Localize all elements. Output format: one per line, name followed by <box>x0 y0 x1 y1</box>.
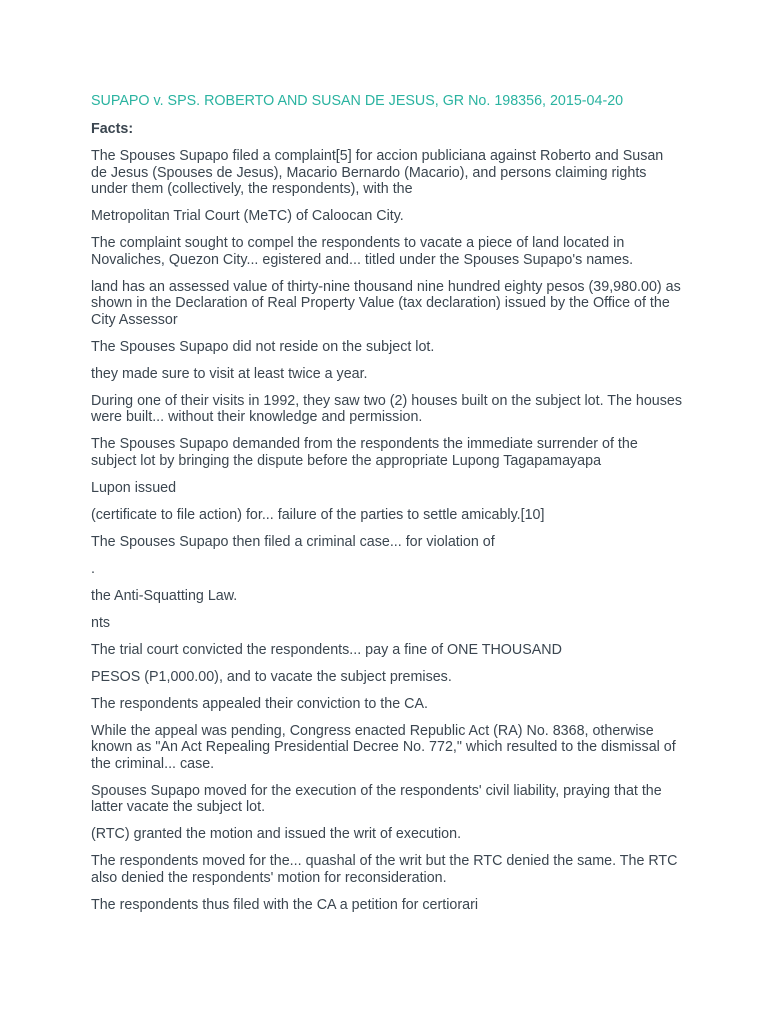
paragraph: The complaint sought to compel the respondents to vacate a piece of land located in Novaliches, Quezon City... egistered and... titled under the Spouses Supapo's names. <box>91 235 634 268</box>
document-page <box>91 93 683 924</box>
document-title: SUPAPO v. SPS. ROBERTO AND SUSAN DE JESUS, GR No. 198356, 2015-04-20 <box>91 93 624 109</box>
paragraph: (RTC) granted the motion and issued the writ of execution. <box>91 826 462 842</box>
paragraph: . <box>91 560 95 577</box>
paragraph: While the appeal was pending, Congress enacted Republic Act (RA) No. 8368, otherwise known as "An Act Repealing Presidential Decree No. 772," which resulted to the dismissal of the criminal... case. <box>91 722 676 772</box>
paragraph: (certificate to file action) for... failure of the parties to settle amicably.[10] <box>91 506 545 523</box>
paragraph: Lupon issued <box>91 479 177 496</box>
paragraph: Metropolitan Trial Court (MeTC) of Caloocan City. <box>91 208 404 224</box>
facts-heading: Facts: <box>91 121 134 137</box>
paragraph: nts <box>91 614 111 631</box>
paragraph: The Spouses Supapo did not reside on the subject lot. <box>91 338 435 355</box>
paragraph: The Spouses Supapo then filed a criminal case... for violation of <box>91 533 495 550</box>
paragraph: PESOS (P1,000.00), and to vacate the subject premises. <box>91 668 452 685</box>
paragraph: Spouses Supapo moved for the execution of the respondents' civil liability, praying that the latter vacate the subject lot. <box>91 782 662 815</box>
paragraph: During one of their visits in 1992, they saw two (2) houses built on the subject lot. The houses were built... without their knowledge and permission. <box>91 392 683 425</box>
paragraph: the Anti-Squatting Law. <box>91 587 238 604</box>
paragraph: they made sure to visit at least twice a year. <box>91 365 368 382</box>
paragraph: The trial court convicted the respondents... pay a fine of ONE THOUSAND <box>91 641 562 658</box>
paragraph: The Spouses Supapo demanded from the respondents the immediate surrender of the subject lot by bringing the dispute before the appropriate Lupong Tagapamayapa <box>91 436 638 469</box>
paragraph: The respondents thus filed with the CA a petition for certiorari <box>91 896 479 913</box>
paragraph: The respondents appealed their conviction to the CA. <box>91 695 428 712</box>
paragraph: The respondents moved for the... quashal of the writ but the RTC denied the same. The RTC also denied the respondents' motion for reconsideration. <box>91 853 678 886</box>
paragraph: land has an assessed value of thirty-nine thousand nine hundred eighty pesos (39,980.00) as shown in the Declaration of Real Property Value (tax declaration) issued by the Office of the City Assessor <box>91 278 681 328</box>
paragraph: The Spouses Supapo filed a complaint[5] for accion publiciana against Roberto and Susan de Jesus (Spouses de Jesus), Macario Bernardo (Macario), and persons claiming rights under them (collectively, the respondents), with the <box>91 148 664 197</box>
